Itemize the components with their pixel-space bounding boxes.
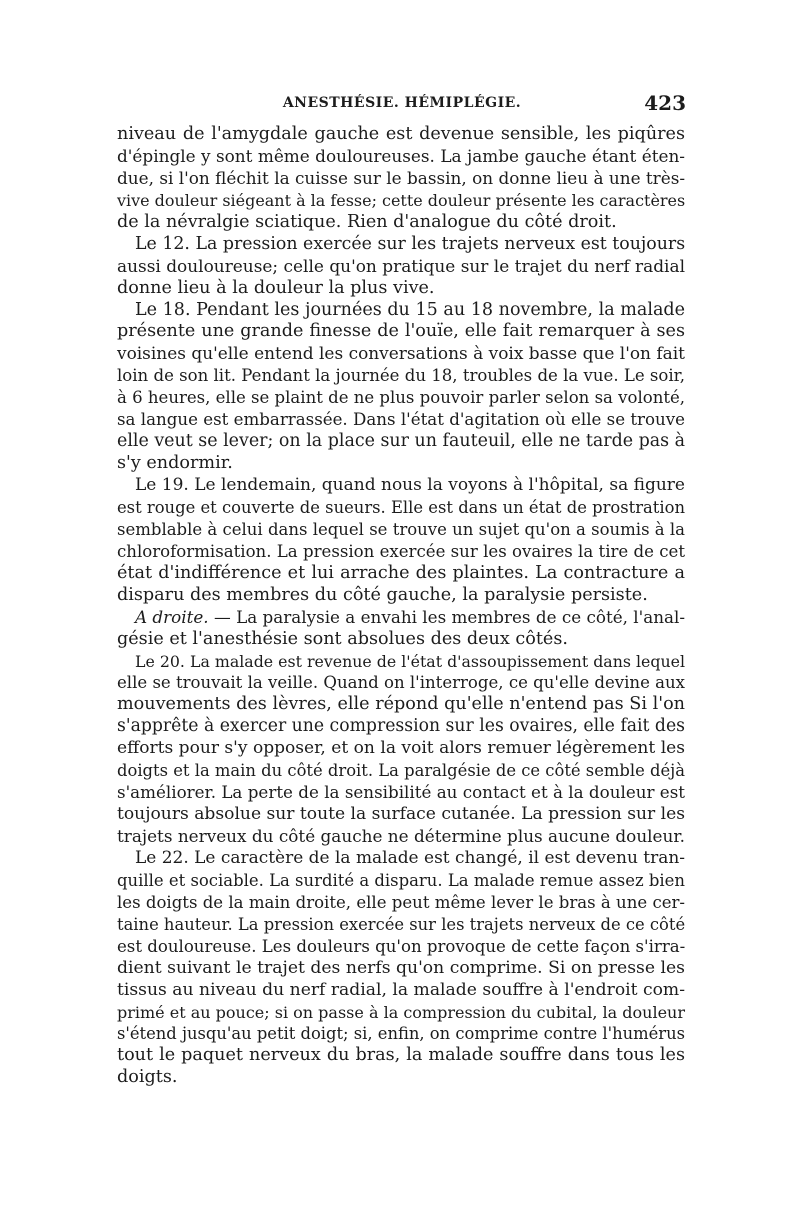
text-line: mouvements des lèvres, elle répond qu'elle n'entend pas Si l'on [117, 694, 685, 715]
italic-lead: A droite. [135, 606, 209, 627]
text-line: tout le paquet nerveux du bras, la malade souffre dans tous les [117, 1045, 685, 1066]
text-line: doigts et la main du côté droit. La paralgésie de ce côté semble déjà [117, 761, 685, 781]
text-line: quille et sociable. La surdité a disparu. La malade remue assez bien [117, 870, 685, 890]
text-line: est douloureuse. Les douleurs qu'on provoque de cette façon s'irra- [117, 936, 686, 956]
text-line: s'améliorer. La perte de la sensibilité au contact et à la douleur est [117, 782, 685, 803]
text-line: due, si l'on fléchit la cuisse sur le bassin, on donne lieu à une très- [117, 167, 686, 188]
text-line: voisines qu'elle entend les conversations à voix basse que l'on fait [117, 343, 685, 364]
text-line: état d'indifférence et lui arrache des plaintes. La contracture a [117, 562, 685, 583]
paragraph [117, 475, 685, 607]
text-line: Le 22. Le caractère de la malade est changé, il est devenu tran- [135, 847, 685, 868]
text-line: toujours absolue sur toute la surface cutanée. La pression sur les [117, 804, 685, 825]
page-number: 423 [644, 91, 686, 115]
text-line: trajets nerveux du côté gauche ne détermine plus aucune douleur. [117, 826, 685, 846]
paragraph [117, 607, 685, 651]
text-line: s'apprête à exercer une compression sur les ovaires, elle fait des [117, 716, 685, 737]
text-line: Le 19. Le lendemain, quand nous la voyons à l'hôpital, sa figure [135, 475, 685, 495]
text-line: disparu des membres du côté gauche, la paralysie persiste. [117, 584, 648, 605]
text-line: loin de son lit. Pendant la journée du 18, troubles de la vue. Le soir, [117, 366, 685, 386]
paragraph [117, 300, 685, 476]
text-line [117, 607, 685, 629]
text-line: est rouge et couverte de sueurs. Elle est dans un état de prostration [117, 497, 685, 517]
text-line: de la névralgie sciatique. Rien d'analogue du côté droit. [117, 211, 617, 232]
paragraph [117, 124, 685, 234]
text-line: tissus au niveau du nerf radial, la malade souffre à l'endroit com- [117, 979, 685, 1000]
text-line: elle veut se lever; on la place sur un fauteuil, elle ne tarde pas à [117, 431, 686, 452]
text-line: s'étend jusqu'au petit doigt; si, enfin, on comprime contre l'humérus [117, 1024, 685, 1044]
text-line: s'y endormir. [117, 453, 233, 474]
text-run: — La paralysie a envahi les membres de ce côté, l'anal- [208, 606, 686, 627]
paragraph [117, 651, 685, 848]
text-line: d'épingle y sont même douloureuses. La jambe gauche étant éten- [117, 145, 685, 166]
text-line: efforts pour s'y opposer, et on la voit alors remuer légèrement les [117, 738, 685, 759]
text-line: dient suivant le trajet des nerfs qu'on comprime. Si on presse les [117, 957, 685, 978]
text-line: Le 18. Pendant les journées du 15 au 18 novembre, la malade [135, 299, 685, 320]
text-line: aussi douloureuse; celle qu'on pratique sur le trajet du nerf radial [117, 255, 685, 276]
text-line: semblable à celui dans lequel se trouve un sujet qu'on a soumis à la [117, 519, 685, 539]
text-line: gésie et l'anesthésie sont absolues des deux côtés. [117, 628, 568, 649]
text-line: niveau de l'amygdale gauche est devenue sensible, les piqûres [117, 124, 685, 144]
text-line: sa langue est embarrassée. Dans l'état d'agitation où elle se trouve [117, 410, 685, 430]
paragraph [117, 234, 685, 300]
text-line: Le 12. La pression exercée sur les trajets nerveux est toujours [135, 233, 686, 254]
body-text [117, 124, 685, 1089]
text-line: donne lieu à la douleur la plus vive. [117, 277, 435, 298]
page-header [118, 91, 686, 119]
running-title: ANESTHÉSIE. HÉMIPLÉGIE. [282, 95, 522, 111]
text-line: elle se trouvait la veille. Quand on l'interroge, ce qu'elle devine aux [117, 673, 685, 693]
text-line: présente une grande finesse de l'ouïe, elle fait remarquer à ses [117, 321, 685, 342]
text-line: à 6 heures, elle se plaint de ne plus pouvoir parler selon sa volonté, [117, 388, 686, 408]
text-line: doigts. [117, 1067, 178, 1088]
text-line: primé et au pouce; si on passe à la compression du cubital, la douleur [117, 1002, 685, 1022]
text-line: Le 20. La malade est revenue de l'état d'assoupissement dans lequel [135, 651, 685, 671]
text-line: vive douleur siégeant à la fesse; cette douleur présente les caractères [117, 190, 686, 210]
text-line: chloroformisation. La pression exercée sur les ovaires la tire de cet [117, 541, 685, 561]
paragraph [117, 848, 685, 1089]
text-line: les doigts de la main droite, elle peut même lever le bras à une cer- [117, 892, 685, 912]
text-line: taine hauteur. La pression exercée sur les trajets nerveux de ce côté [117, 914, 686, 934]
